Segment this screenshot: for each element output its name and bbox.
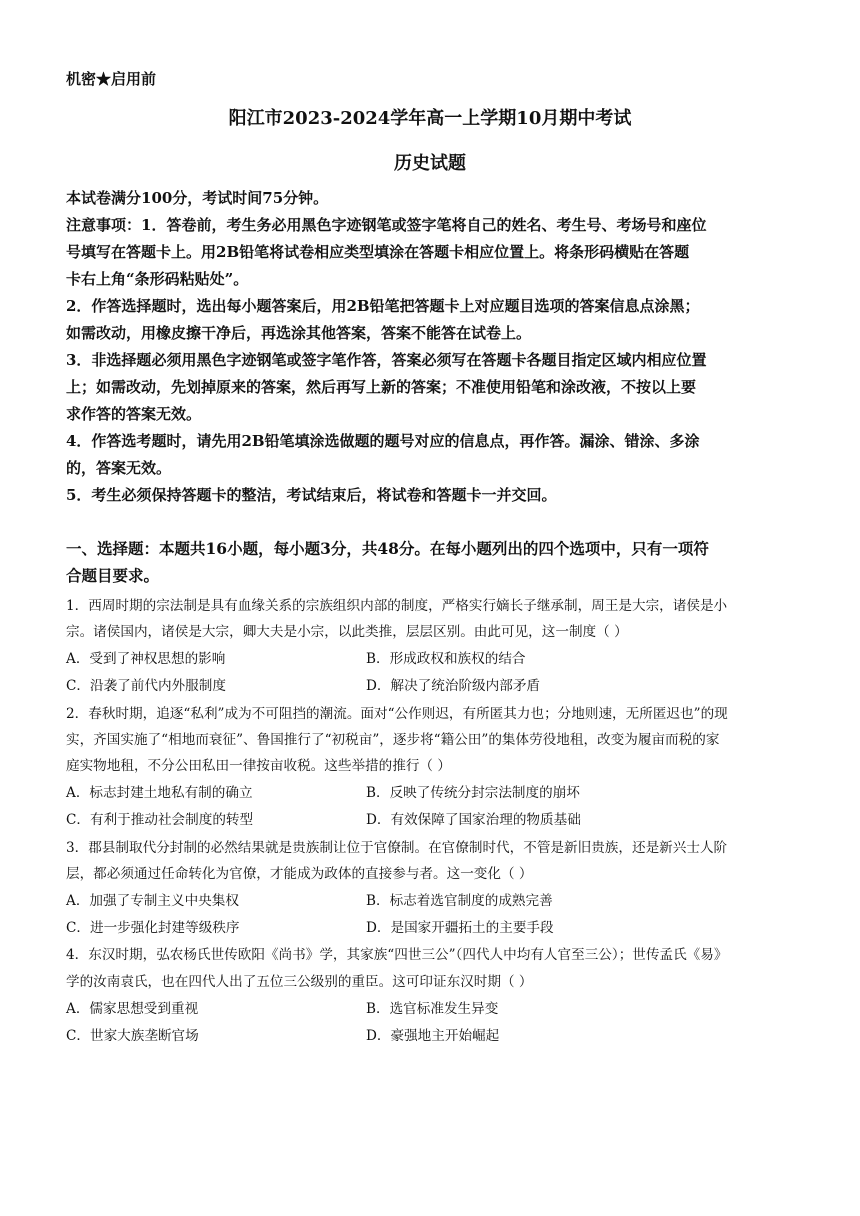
question-4-option-a: A．儒家思想受到重视 — [66, 1001, 199, 1017]
exam-subject: 历史试题 — [394, 153, 466, 174]
question-2-option-d: D．有效保障了国家治理的物质基础 — [366, 812, 581, 828]
question-3-text: 3．郡县制取代分封制的必然结果就是贵族制让位于官僚制。在官僚制时代，不管是新旧贵族，还是新兴士人阶 — [66, 840, 728, 856]
question-1-option-c: C．沿袭了前代内外服制度 — [66, 678, 226, 694]
question-1-text: 1．西周时期的宗法制是具有血缘关系的宗族组织内部的制度，严格实行嫡长子继承制，周王是大宗，诸侯是小 — [66, 598, 728, 614]
question-3-option-a: A．加强了专制主义中央集权 — [66, 893, 239, 909]
instruction-line: 如需改动，用橡皮擦干净后，再选涂其他答案，答案不能答在试卷上。 — [66, 324, 532, 342]
question-1-option-b: B．形成政权和族权的结合 — [366, 651, 526, 667]
question-1-option-d: D．解决了统治阶级内部矛盾 — [366, 678, 541, 694]
question-3-option-c: C．进一步强化封建等级秩序 — [66, 920, 240, 936]
instruction-line: 求作答的答案无效。 — [66, 405, 202, 423]
instruction-line: 号填写在答题卡上。用2B铅笔将试卷相应类型填涂在答题卡相应位置上。将条形码横贴在答题 — [66, 243, 690, 261]
instruction-line: 卡右上角“条形码粘贴处”。 — [66, 270, 249, 288]
instruction-line: 5．考生必须保持答题卡的整洁，考试结束后，将试卷和答题卡一并交回。 — [66, 486, 557, 504]
question-3-option-b: B．标志着选官制度的成熟完善 — [366, 893, 553, 909]
question-4-text: 学的汝南袁氏，也在四代人出了五位三公级别的重臣。这可印证东汉时期（ ） — [66, 974, 533, 990]
question-3-text: 层，都必须通过任命转化为官僚，才能成为政体的直接参与者。这一变化（ ） — [66, 866, 533, 882]
question-4-option-b: B．选官标准发生异变 — [366, 1001, 499, 1017]
instruction-line: 注意事项：1．答卷前，考生务必用黑色字迹钢笔或签字笔将自己的姓名、考生号、考场号和座位 — [66, 216, 707, 234]
question-4-option-c: C．世家大族垄断官场 — [66, 1028, 199, 1044]
question-1-text: 宗。诸侯国内，诸侯是大宗，卿大夫是小宗，以此类推，层层区别。由此可见，这一制度（ ） — [66, 624, 628, 640]
instruction-line: 本试卷满分100分，考试时间75分钟。 — [66, 189, 329, 207]
instruction-line: 3．非选择题必须用黑色字迹钢笔或签字笔作答，答案必须写在答题卡各题目指定区域内相应位置 — [66, 351, 707, 369]
question-2-option-b: B．反映了传统分封宗法制度的崩坏 — [366, 785, 580, 801]
question-4-option-d: D．豪强地主开始崛起 — [366, 1028, 500, 1044]
instruction-line: 4．作答选考题时，请先用2B铅笔填涂选做题的题号对应的信息点，再作答。漏涂、错涂、多涂 — [66, 432, 700, 450]
question-2-text: 庭实物地租，不分公田私田一律按亩收税。这些举措的推行（ ） — [66, 758, 451, 774]
question-2-text: 2．春秋时期，追逐“私利”成为不可阻挡的潮流。面对“公作则迟，有所匿其力也；分地则速，无所匿迟也”的现 — [66, 706, 728, 722]
question-3-option-d: D．是国家开疆拓土的主要手段 — [366, 920, 554, 936]
section-heading: 合题目要求。 — [66, 566, 160, 585]
question-2-option-c: C．有利于推动社会制度的转型 — [66, 812, 254, 828]
instruction-line: 2．作答选择题时，选出每小题答案后，用2B铅笔把答题卡上对应题目选项的答案信息点涂黑； — [66, 297, 700, 315]
section-heading: 一、选择题：本题共16小题，每小题3分，共48分。在每小题列出的四个选项中，只有一项符 — [66, 539, 709, 558]
instruction-line: 的，答案无效。 — [66, 459, 172, 477]
question-4-text: 4．东汉时期，弘农杨氏世传欧阳《尚书》学，其家族“四世三公”（四代人中均有人官至三公）；世传孟氏《易》 — [66, 947, 728, 963]
question-1-option-a: A．受到了神权思想的影响 — [66, 651, 226, 667]
instruction-line: 上；如需改动，先划掉原来的答案，然后再写上新的答案；不准使用铅笔和涂改液，不按以上要 — [66, 378, 697, 396]
confidential-label: 机密★启用前 — [66, 70, 157, 88]
question-2-option-a: A．标志封建土地私有制的确立 — [66, 785, 253, 801]
question-2-text: 实，齐国实施了“相地而衰征”、鲁国推行了“初税亩”，逐步将“籍公田”的集体劳役地租，改变为履亩而税的家 — [66, 732, 720, 748]
exam-title: 阳江市2023-2024学年高一上学期10月期中考试 — [228, 108, 632, 129]
